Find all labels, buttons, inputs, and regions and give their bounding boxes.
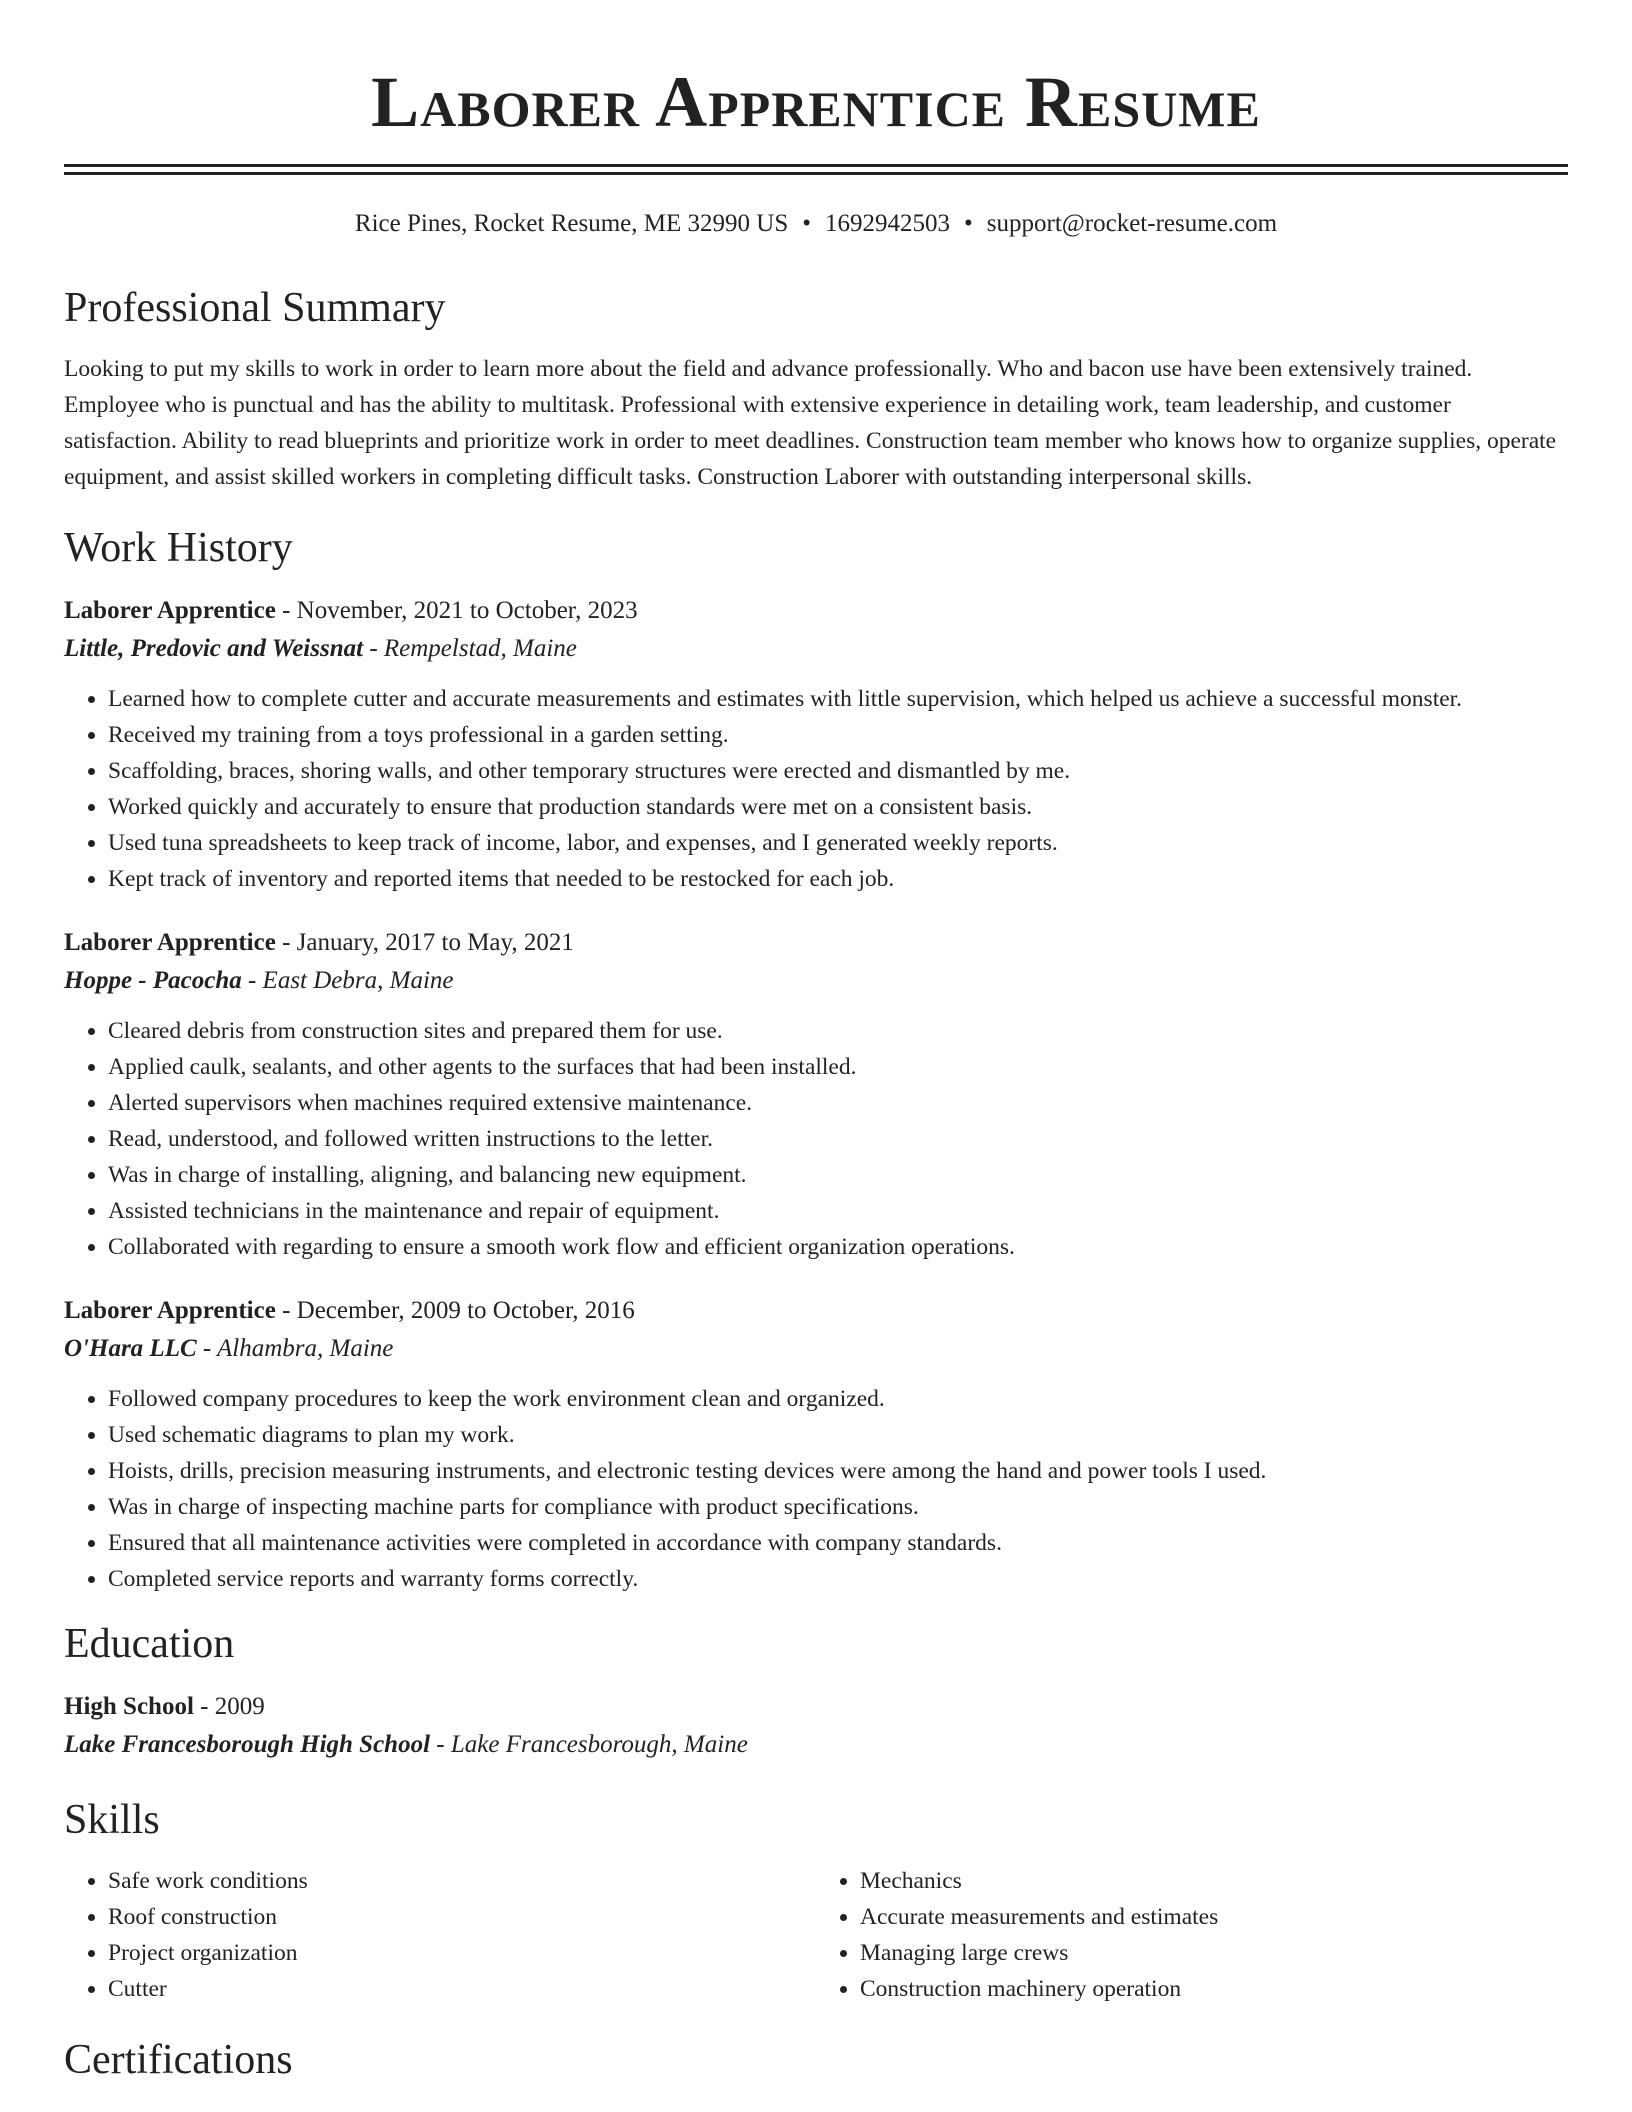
contact-separator: • (802, 210, 811, 237)
list-item: • Alerted supervisors when machines required extensive maintenance. (108, 1085, 1568, 1121)
job-title: Laborer Apprentice (64, 597, 276, 624)
contact-address: Rice Pines, Rocket Resume, ME 32990 US (354, 210, 789, 237)
list-item: • Was in charge of installing, aligning, and balancing new equipment. (108, 1157, 1568, 1193)
skill-item: • Construction machinery operation (860, 1971, 1568, 2007)
job-location: - East Debra, Maine (241, 967, 454, 994)
education-school-line (64, 1725, 1568, 1765)
skill-item: • Mechanics (860, 1863, 1568, 1899)
list-item: • Collaborated with regarding to ensure a smooth work flow and efficient organization operations. (108, 1229, 1568, 1265)
summary-heading: Professional Summary (64, 285, 446, 331)
list-item: • Completed service reports and warranty forms correctly. (108, 1561, 1568, 1597)
contact-phone: 1692942503 (825, 210, 950, 237)
job-company: O'Hara LLC (64, 1335, 197, 1362)
certifications-heading: Certifications (64, 2037, 293, 2083)
job-company: Little, Predovic and Weissnat (64, 635, 364, 662)
job-title-line (64, 593, 1568, 629)
skills-column-left (64, 1863, 816, 2007)
job-entry (64, 593, 1568, 897)
list-item: • Scaffolding, braces, shoring walls, and other temporary structures were erected and dismantled by me. (108, 753, 1568, 789)
education-heading: Education (64, 1621, 235, 1667)
list-item: • Learned how to complete cutter and accurate measurements and estimates with little supervision, which helped us achieve a successful monster. (108, 681, 1568, 717)
job-title: Laborer Apprentice (64, 929, 276, 956)
education-location: - Lake Francesborough, Maine (430, 1731, 748, 1758)
job-title-line (64, 925, 1568, 961)
list-item: • Used schematic diagrams to plan my work. (108, 1417, 1568, 1453)
job-company: Hoppe - Pacocha (64, 967, 242, 994)
skill-item: • Cutter (108, 1971, 816, 2007)
job-company-line (64, 1329, 1568, 1369)
job-title: Laborer Apprentice (64, 1297, 276, 1324)
list-item: • Read, understood, and followed written instructions to the letter. (108, 1121, 1568, 1157)
title-divider (64, 164, 1568, 175)
list-item: • Was in charge of inspecting machine parts for compliance with product specifications. (108, 1489, 1568, 1525)
skills-column-right (816, 1863, 1568, 2007)
job-dates: - December, 2009 to October, 2016 (275, 1297, 635, 1324)
work-history-heading: Work History (64, 525, 293, 571)
skills-grid (64, 1863, 1568, 2007)
job-entry (64, 1293, 1568, 1597)
job-entry (64, 925, 1568, 1265)
education-entry (64, 1689, 1568, 1765)
list-item: • Received my training from a toys professional in a garden setting. (108, 717, 1568, 753)
list-item: • Hoists, drills, precision measuring instruments, and electronic testing devices were among the hand and power tools I used. (108, 1453, 1568, 1489)
list-item: • Followed company procedures to keep the work environment clean and organized. (108, 1381, 1568, 1417)
list-item: • Cleared debris from construction sites and prepared them for use. (108, 1013, 1568, 1049)
list-item: • Used tuna spreadsheets to keep track of income, labor, and expenses, and I generated weekly reports. (108, 825, 1568, 861)
skill-item: • Accurate measurements and estimates (860, 1899, 1568, 1935)
job-company-line (64, 629, 1568, 669)
skill-item: • Safe work conditions (108, 1863, 816, 1899)
list-item: • Kept track of inventory and reported items that needed to be restocked for each job. (108, 861, 1568, 897)
page-title: Laborer Apprentice Resume (371, 62, 1261, 142)
education-degree-line (64, 1689, 1568, 1725)
contact-separator: • (964, 210, 973, 237)
list-item: • Assisted technicians in the maintenance and repair of equipment. (108, 1193, 1568, 1229)
education-year: - 2009 (193, 1693, 265, 1720)
list-item: • Applied caulk, sealants, and other agents to the surfaces that had been installed. (108, 1049, 1568, 1085)
contact-email: support@rocket-resume.com (986, 210, 1278, 237)
job-title-line (64, 1293, 1568, 1329)
skill-item: • Managing large crews (860, 1935, 1568, 1971)
contact-line (64, 209, 1568, 239)
education-degree: High School (64, 1693, 194, 1720)
education-school: Lake Francesborough High School (64, 1731, 431, 1758)
job-company-line (64, 961, 1568, 1001)
job-location: - Alhambra, Maine (196, 1335, 394, 1362)
job-bullets (64, 1013, 1568, 1265)
skill-item: • Project organization (108, 1935, 816, 1971)
job-dates: - January, 2017 to May, 2021 (275, 929, 574, 956)
job-bullets (64, 681, 1568, 897)
list-item: • Ensured that all maintenance activities were completed in accordance with company standards. (108, 1525, 1568, 1561)
job-dates: - November, 2021 to October, 2023 (275, 597, 638, 624)
skills-heading: Skills (64, 1797, 160, 1843)
job-location: - Rempelstad, Maine (363, 635, 577, 662)
list-item: • Worked quickly and accurately to ensure that production standards were met on a consistent basis. (108, 789, 1568, 825)
summary-text: Looking to put my skills to work in order to learn more about the field and advance professionally. Who and bacon use have been extensively trained. Employee who is punctual and has the ability to multitask. Professional with extensive experience in detailing work, team leadership, and customer satisfaction. Ability to read blueprints and prioritize work in order to meet deadlines. Construction team member who knows how to organize supplies, operate equipment, and assist skilled workers in completing difficult tasks. Construction Laborer with outstanding interpersonal skills. (64, 356, 1557, 490)
job-bullets (64, 1381, 1568, 1597)
skill-item: • Roof construction (108, 1899, 816, 1935)
